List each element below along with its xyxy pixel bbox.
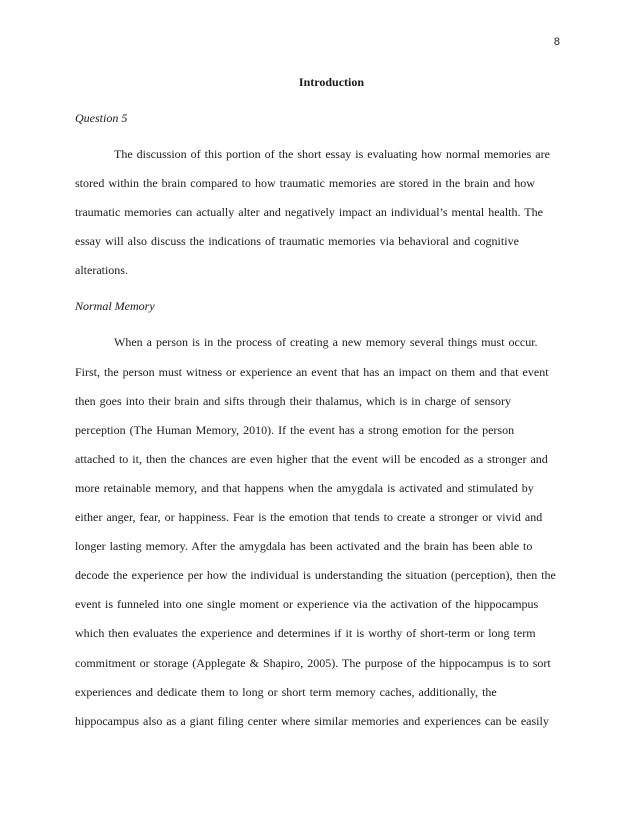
paragraph-line: traumatic memories can actually alter and negatively impact an individual’s mental health. The — [75, 205, 543, 220]
paragraph-question-5 — [75, 140, 564, 285]
paragraph-line: decode the experience per how the individual is understanding the situation (perception), then the — [75, 568, 556, 583]
document-title: Introduction — [298, 75, 365, 89]
paragraph-line: experiences and dedicate them to long or short term memory caches, additionally, the — [75, 684, 497, 699]
paragraph-line: which then evaluates the experience and determines if it is worthy of short-term or long term — [75, 626, 536, 641]
paragraph-line: First, the person must witness or experience an event that has an impact on them and that event — [75, 364, 549, 379]
paragraph-line: either anger, fear, or happiness. Fear is the emotion that tends to create a stronger or vivid and — [75, 510, 543, 525]
paragraph-line: When a person is in the process of creating a new memory several things must occur. — [114, 335, 538, 350]
paragraph-line: commitment or storage (Applegate & Shapiro, 2005). The purpose of the hippocampus is to sort — [75, 655, 551, 670]
paragraph-line: perception (The Human Memory, 2010). If the event has a strong emotion for the person — [75, 422, 515, 437]
paragraph-line: alterations. — [75, 263, 128, 278]
document-body — [75, 68, 564, 736]
paragraph-line: essay will also discuss the indications of traumatic memories via behavioral and cognitive — [75, 234, 519, 249]
paragraph-normal-memory — [75, 328, 564, 735]
paragraph-line: stored within the brain compared to how traumatic memories are stored in the brain and how — [75, 176, 535, 191]
paragraph-line: attached to it, then the chances are even higher that the event will be encoded as a stronger and — [75, 451, 548, 466]
paragraph-line: The discussion of this portion of the short essay is evaluating how normal memories are — [114, 147, 550, 161]
page-number: 8 — [553, 36, 560, 48]
section-heading-normal-memory: Normal Memory — [75, 299, 155, 314]
paragraph-line: longer lasting memory. After the amygdala has been activated and the brain has been able to — [75, 539, 533, 554]
paragraph-line: more retainable memory, and that happens when the amygdala is activated and stimulated by — [75, 480, 534, 495]
paragraph-line: event is funneled into one single moment or experience via the activation of the hippocampus — [75, 597, 539, 612]
section-heading-question-5: Question 5 — [75, 111, 128, 125]
paragraph-line: hippocampus also as a giant filing center where similar memories and experiences can be easily — [75, 713, 549, 728]
paragraph-line: then goes into their brain and sifts through their thalamus, which is in charge of sensory — [75, 393, 512, 408]
